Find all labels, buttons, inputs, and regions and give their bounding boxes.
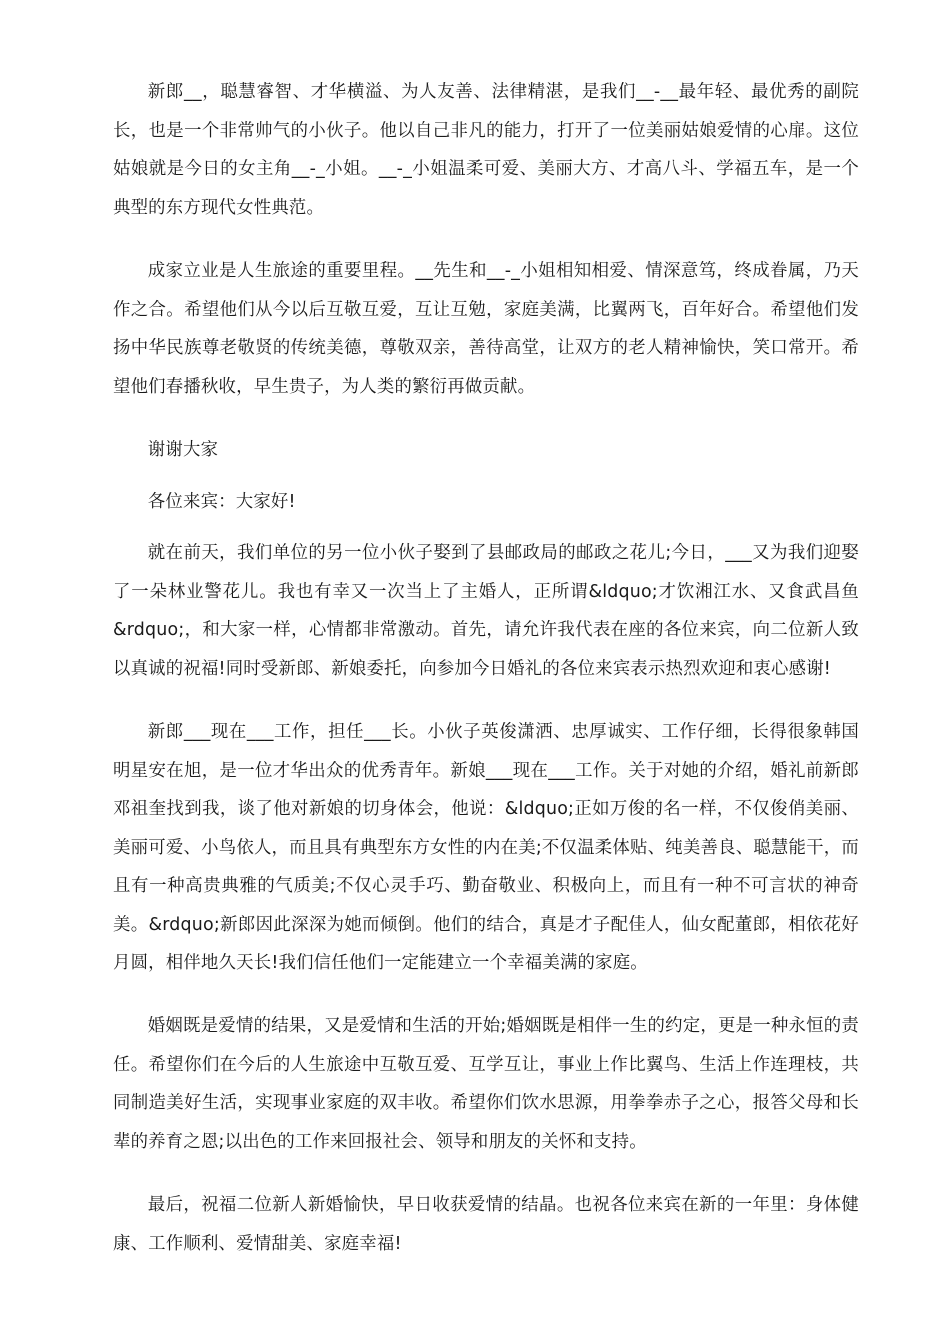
paragraph-greeting: 各位来宾：大家好! <box>147 492 296 512</box>
paragraph-blessing: 成家立业是人生旅途的重要里程。__先生和__-_小姐相知相爱、情深意笃，终成眷属，乃天作之合。希望他们从今以后互敬互爱，互让互勉，家庭美满，比翼两飞，百年好合。希望他们发扬中华民族尊老敬贤的传统美德，尊敬双亲，善待高堂，让双方的老人精神愉快，笑口常开。希望他们春播秋收，早生贵子，为人类的繁衍再做贡献。 <box>113 261 859 397</box>
paragraph-couple-intro: 新郎___现在___工作，担任___长。小伙子英俊潇洒、忠厚诚实、工作仔细，长得很象韩国明星安在旭，是一位才华出众的优秀青年。新娘___现在___工作。关于对她的介绍，婚礼前新郎邓祖奎找到我，谈了他对新娘的切身体会，他说：&ldquo;正如万俊的名一样，不仅俊俏美丽、美丽可爱、小鸟依人，而且具有典型东方女性的内在美;不仅温柔体贴、纯美善良、聪慧能干，而且有一种高贵典雅的气质美;不仅心灵手巧、勤奋敬业、积极向上，而且有一种不可言状的神奇美。&rdquo;新郎因此深深为她而倾倒。他们的结合，真是才子配佳人，仙女配董郎，相依花好月圆，相伴地久天长!我们信任他们一定能建立一个幸福美满的家庭。 <box>113 722 859 973</box>
paragraph-opening: 就在前天，我们单位的另一位小伙子娶到了县邮政局的邮政之花儿;今日，___又为我们迎娶了一朵林业警花儿。我也有幸又一次当上了主婚人，正所谓&ldquo;才饮湘江水、又食武昌鱼&rdquo;，和大家一样，心情都非常激动。首先，请允许我代表在座的各位来宾，向二位新人致以真诚的祝福!同时受新郎、新娘委托，向参加今日婚礼的各位来宾表示热烈欢迎和衷心感谢! <box>113 543 859 679</box>
paragraph-thanks: 谢谢大家 <box>147 440 219 460</box>
paragraph-closing: 最后，祝福二位新人新婚愉快，早日收获爱情的结晶。也祝各位来宾在新的一年里：身体健康、工作顺利、爱情甜美、家庭幸福! <box>113 1195 859 1254</box>
paragraph-groom-intro: 新郎__，聪慧睿智、才华横溢、为人友善、法律精湛，是我们__-__最年轻、最优秀的副院长，也是一个非常帅气的小伙子。他以自己非凡的能力，打开了一位美丽姑娘爱情的心扉。这位姑娘就是今日的女主角__-_小姐。__-_小姐温柔可爱、美丽大方、才高八斗、学福五车，是一个典型的东方现代女性典范。 <box>113 82 859 218</box>
paragraph-marriage-wishes: 婚姻既是爱情的结果，又是爱情和生活的开始;婚姻既是相伴一生的约定，更是一种永恒的责任。希望你们在今后的人生旅途中互敬互爱、互学互让，事业上作比翼鸟、生活上作连理枝，共同制造美好生活，实现事业家庭的双丰收。希望你们饮水思源，用拳拳赤子之心，报答父母和长辈的养育之恩;以出色的工作来回报社会、领导和朋友的关怀和支持。 <box>113 1016 859 1152</box>
